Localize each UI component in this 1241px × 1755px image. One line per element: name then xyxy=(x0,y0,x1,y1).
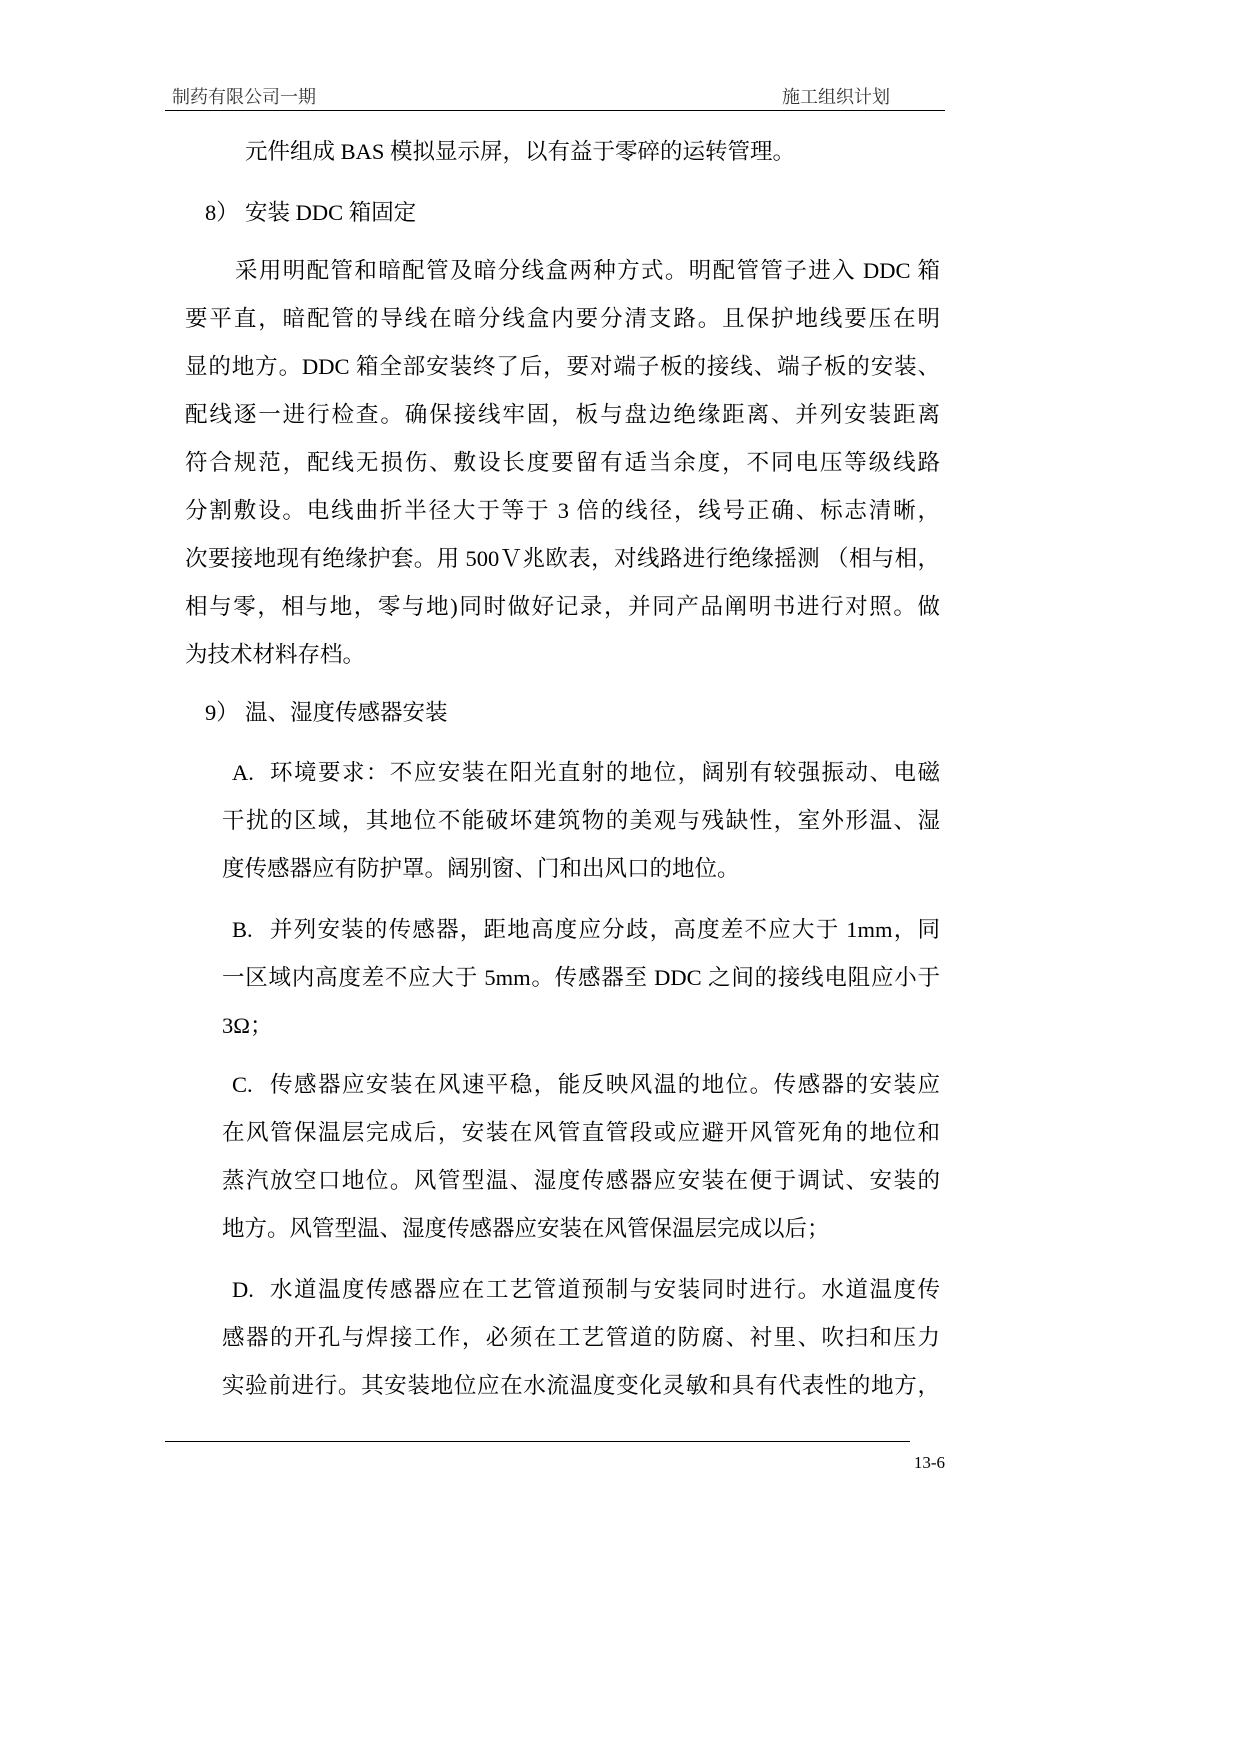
item-line-text: 并列安装的传感器，距地高度应分歧，高度差不应大于 1mm，同 xyxy=(270,917,940,942)
item-first-line xyxy=(222,906,940,954)
item-line: 一区域内高度差不应大于 5mm。传感器至 DDC 之间的接线电阻应小于 xyxy=(222,965,940,990)
item-line: 干扰的区域，其地位不能破坏建筑物的美观与残缺性，室外形温、湿 xyxy=(222,808,940,833)
section-8-paragraph xyxy=(185,247,940,679)
section-9-number: 9） xyxy=(205,700,239,725)
item-line: 感器的开孔与焊接工作，必须在工艺管道的防腐、衬里、吹扫和压力 xyxy=(222,1325,940,1350)
section-9-title: 温、湿度传感器安装 xyxy=(245,700,448,725)
item-line: 蒸汽放空口地位。风管型温、湿度传感器应安装在便于调试、安装的 xyxy=(222,1168,940,1193)
item-line: 地方。风管型温、湿度传感器应安装在风管保温层完成以后； xyxy=(222,1216,830,1241)
item-first-line xyxy=(222,1266,940,1314)
section-8-number: 8） xyxy=(205,200,239,225)
item-line: 度传感器应有防护罩。阔别窗、门和出风口的地位。 xyxy=(222,856,740,881)
page-header xyxy=(165,82,945,111)
section-8-heading xyxy=(205,189,416,237)
footer-divider xyxy=(165,1441,910,1442)
item-line: 3Ω； xyxy=(222,1013,273,1038)
section-8-title: 安装 DDC 箱固定 xyxy=(245,200,417,225)
paragraph-line: 显的地方。DDC 箱全部安装终了后，要对端子板的接线、端子板的安装、 xyxy=(185,354,940,379)
intro-line: 元件组成 BAS 模拟显示屏，以有益于零碎的运转管理。 xyxy=(245,139,796,164)
item-line-text: 环境要求：不应安装在阳光直射的地位，阔别有较强振动、电磁 xyxy=(270,760,940,785)
section-9-heading xyxy=(205,689,448,737)
paragraph-line: 相与零，相与地，零与地)同时做好记录，并同产品阐明书进行对照。做 xyxy=(185,594,940,619)
paragraph-line: 次要接地现有绝缘护套。用 500Ｖ兆欧表，对线路进行绝缘摇测 （相与相， xyxy=(185,546,940,571)
paragraph-line: 采用明配管和暗配管及暗分线盒两种方式。明配管管子进入 DDC 箱 xyxy=(235,258,940,283)
item-line-text: 传感器应安装在风速平稳，能反映风温的地位。传感器的安装应 xyxy=(270,1072,940,1097)
item-label: A. xyxy=(232,760,254,785)
item-line: 实验前进行。其安装地位应在水流温度变化灵敏和具有代表性的地方， xyxy=(222,1373,940,1398)
item-first-line xyxy=(222,1061,940,1109)
item-first-line xyxy=(222,749,940,797)
section-9-item-b xyxy=(222,906,940,1050)
paragraph-line: 符合规范，配线无损伤、敷设长度要留有适当余度，不同电压等级线路 xyxy=(185,450,940,475)
header-company: 制药有限公司一期 xyxy=(172,87,316,107)
section-9-item-c xyxy=(222,1061,940,1253)
paragraph-line: 为技术材料存档。 xyxy=(185,642,366,667)
page-number: 13-6 xyxy=(913,1453,945,1472)
paragraph-line: 配线逐一进行检查。确保接线牢固，板与盘边绝缘距离、并列安装距离 xyxy=(185,402,940,427)
paragraph-line: 分割敷设。电线曲折半径大于等于 3 倍的线径，线号正确、标志清晰， xyxy=(185,498,940,523)
section-9-item-d xyxy=(222,1266,940,1410)
item-label: C. xyxy=(232,1072,253,1097)
item-line: 在风管保温层完成后，安装在风管直管段或应避开风管死角的地位和 xyxy=(222,1120,940,1145)
section-9-item-a xyxy=(222,749,940,893)
item-label: D. xyxy=(232,1277,254,1302)
paragraph-line: 要平直，暗配管的导线在暗分线盒内要分清支路。且保护地线要压在明 xyxy=(185,306,940,331)
item-line-text: 水道温度传感器应在工艺管道预制与安装同时进行。水道温度传 xyxy=(270,1277,940,1302)
item-label: B. xyxy=(232,917,253,942)
header-document-title: 施工组织计划 xyxy=(782,87,890,107)
